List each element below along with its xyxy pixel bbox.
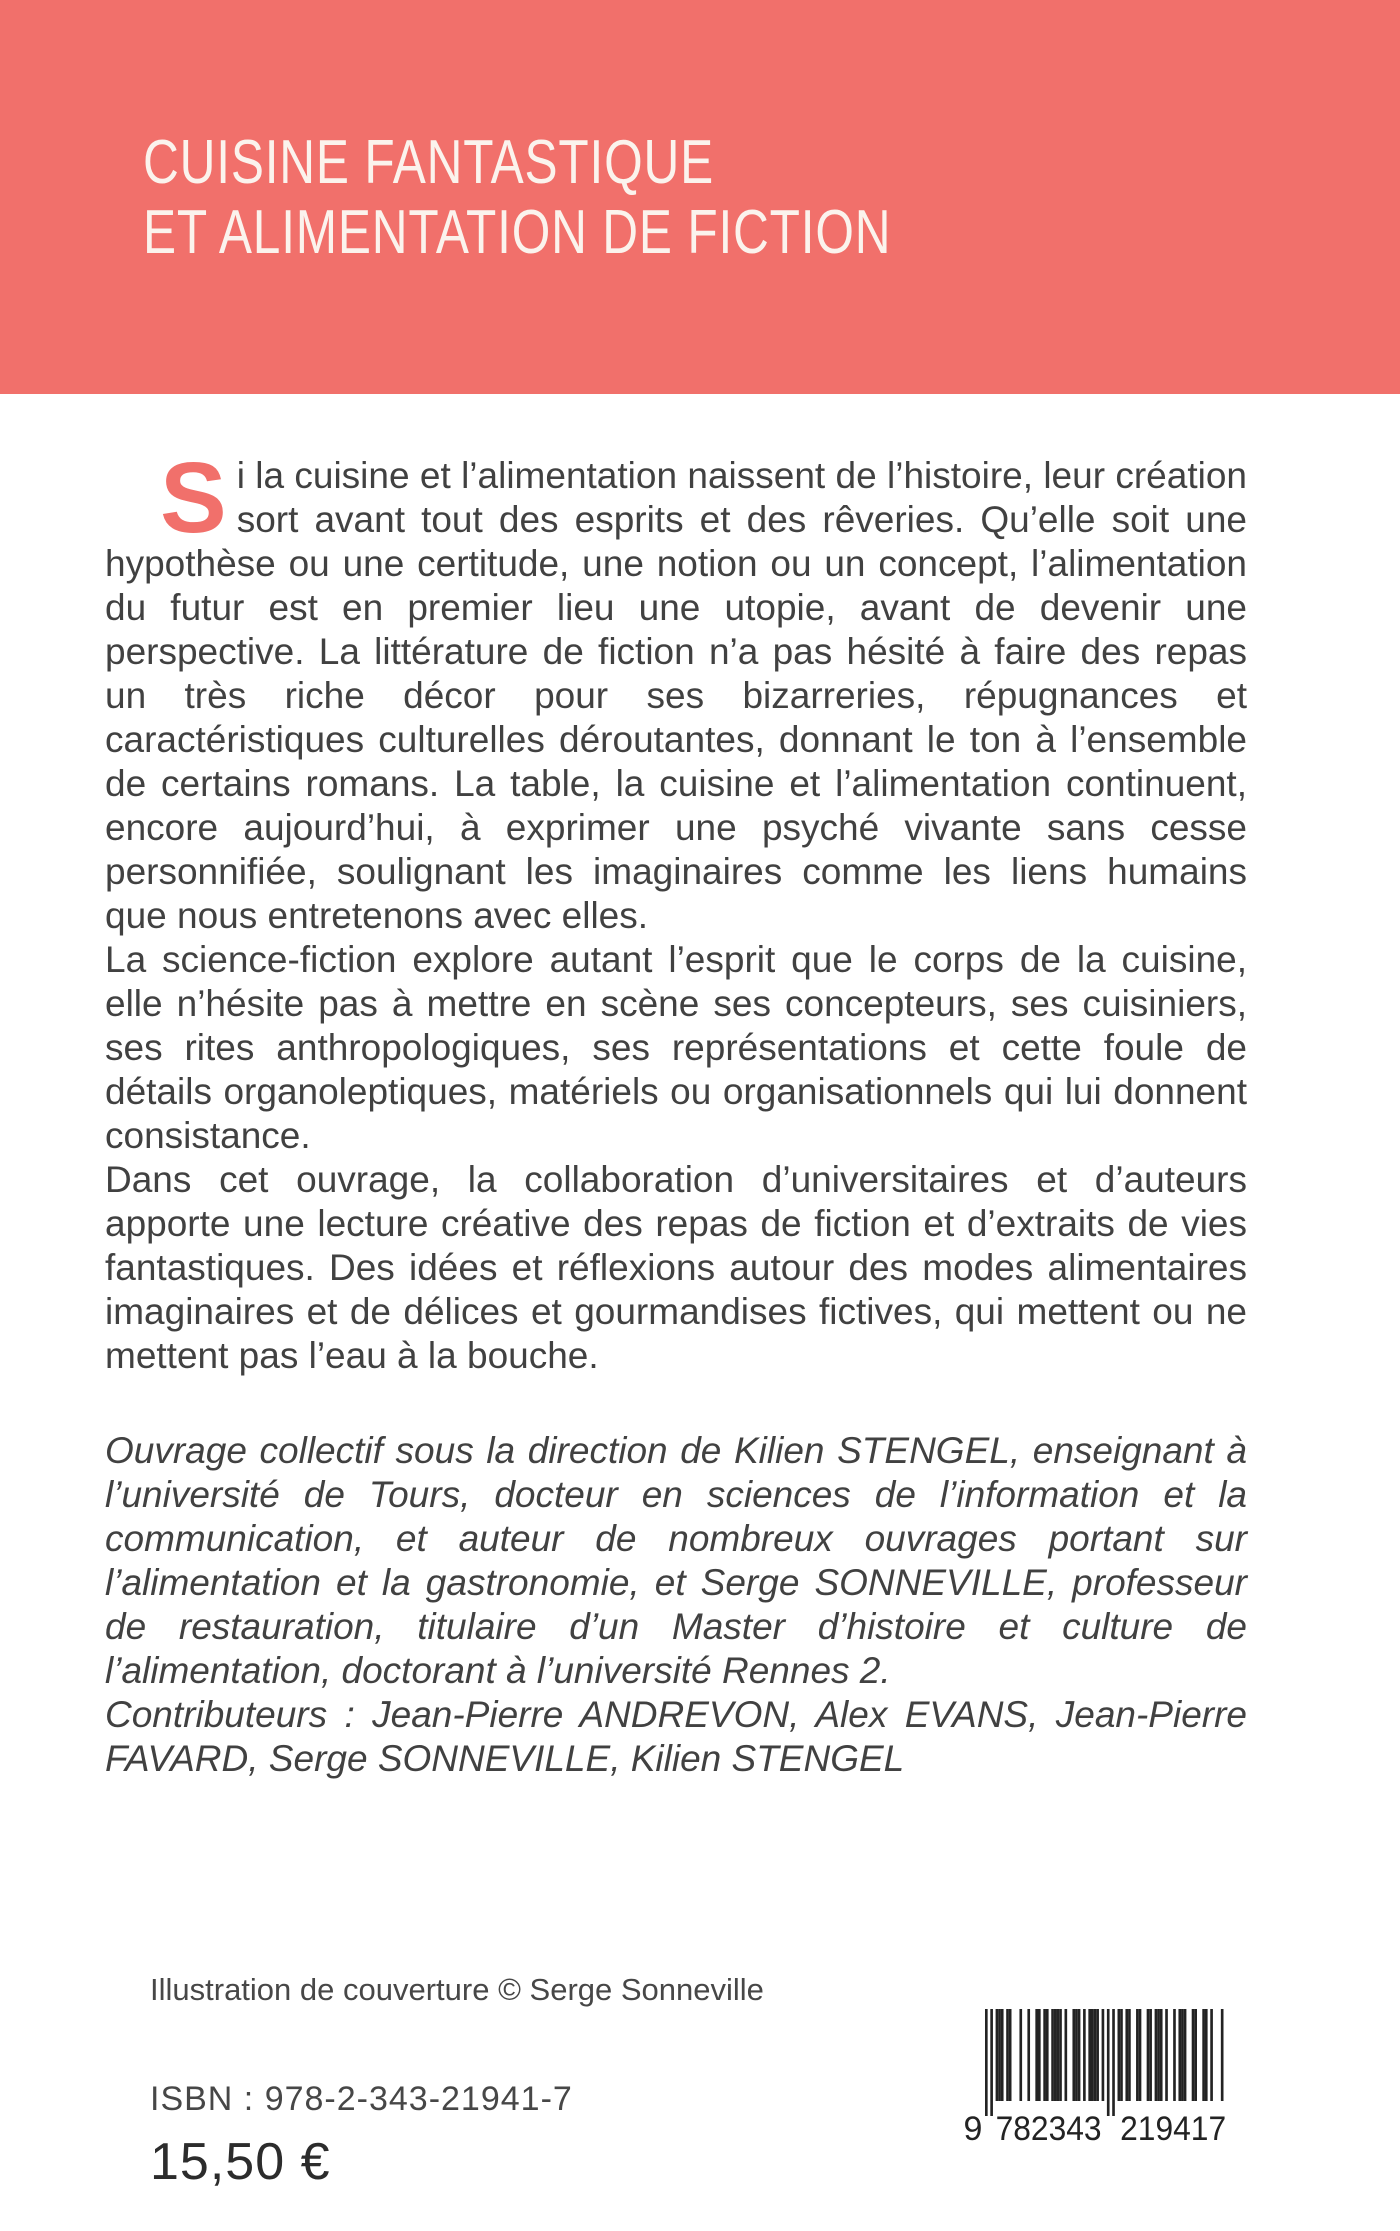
- editors-bio: Ouvrage collectif sous la direction de Kilien STENGEL, enseignant à l’université de Tours, docteur en sciences de l’information et la communication, et auteur de nombreux ouvrages portant sur l’alimentation et la gastronomie, et Serge SONNEVILLE, professeur de restauration, titulaire d’un Master d’histoire et culture de l’alimentation, doctorant à l’université Rennes 2.: [105, 1430, 1247, 1691]
- dropcap-letter: S: [160, 442, 227, 554]
- isbn-label: ISBN : 978-2-343-21941-7: [150, 2080, 573, 2118]
- barcode-digits-group-2: 219417: [1120, 2110, 1227, 2147]
- cover-color-band: [0, 0, 1400, 394]
- book-title-line1: CUISINE FANTASTIQUE: [143, 128, 714, 197]
- cover-illustration-credit: Illustration de couverture © Serge Sonneville: [150, 1972, 764, 2007]
- price-label: 15,50 €: [150, 2133, 331, 2191]
- barcode-digits-group-0: 9: [963, 2110, 983, 2147]
- book-title: [143, 128, 1078, 268]
- synopsis: [105, 442, 1247, 1378]
- authors-block: [105, 1429, 1247, 1781]
- synopsis-paragraph-3: Dans cet ouvrage, la collaboration d’universitaires et d’auteurs apporte une lecture créative des repas de fiction et d’extraits de vies fantastiques. Des idées et réflexions autour des modes alimentaires imaginaires et de délices et gourmandises fictives, qui mettent ou ne mettent pas l’eau à la bouche.: [105, 1159, 1247, 1376]
- synopsis-paragraph-1-text: i la cuisine et l’alimentation naissent de l’histoire, leur création sort avant tout des esprits et des rêveries. Qu’elle soit une hypothèse ou une certitude, une notion ou un concept, l’alimentation du futur est en premier lieu une utopie, avant de devenir une perspective. La littérature de fiction n’a pas hésité à faire des repas un très riche décor pour ses bizarreries, répugnances et caractéristiques culturelles déroutantes, donnant le ton à l’ensemble de certains romans. La table, la cuisine et l’alimentation continuent, encore aujourd’hui, à exprimer une psyché vivante sans cesse personnifiée, soulignant les imaginaires comme les liens humains que nous entretenons avec elles.: [105, 455, 1247, 936]
- synopsis-paragraph-2: La science-fiction explore autant l’esprit que le corps de la cuisine, elle n’hésite pas à mettre en scène ses concepteurs, ses cuisiniers, ses rites anthropologiques, ses représentations et cette foule de détails organoleptiques, matériels ou organisationnels qui lui donnent consistance.: [105, 939, 1247, 1156]
- ean13-barcode: [960, 2007, 1240, 2147]
- book-title-line2: ET ALIMENTATION DE FICTION: [143, 198, 892, 267]
- synopsis-paragraph-1: [105, 442, 1247, 938]
- contributors-line: Contributeurs : Jean-Pierre ANDREVON, Alex EVANS, Jean-Pierre FAVARD, Serge SONNEVILLE, Kilien STENGEL: [105, 1694, 1247, 1779]
- barcode-digits-group-1: 782343: [995, 2110, 1102, 2147]
